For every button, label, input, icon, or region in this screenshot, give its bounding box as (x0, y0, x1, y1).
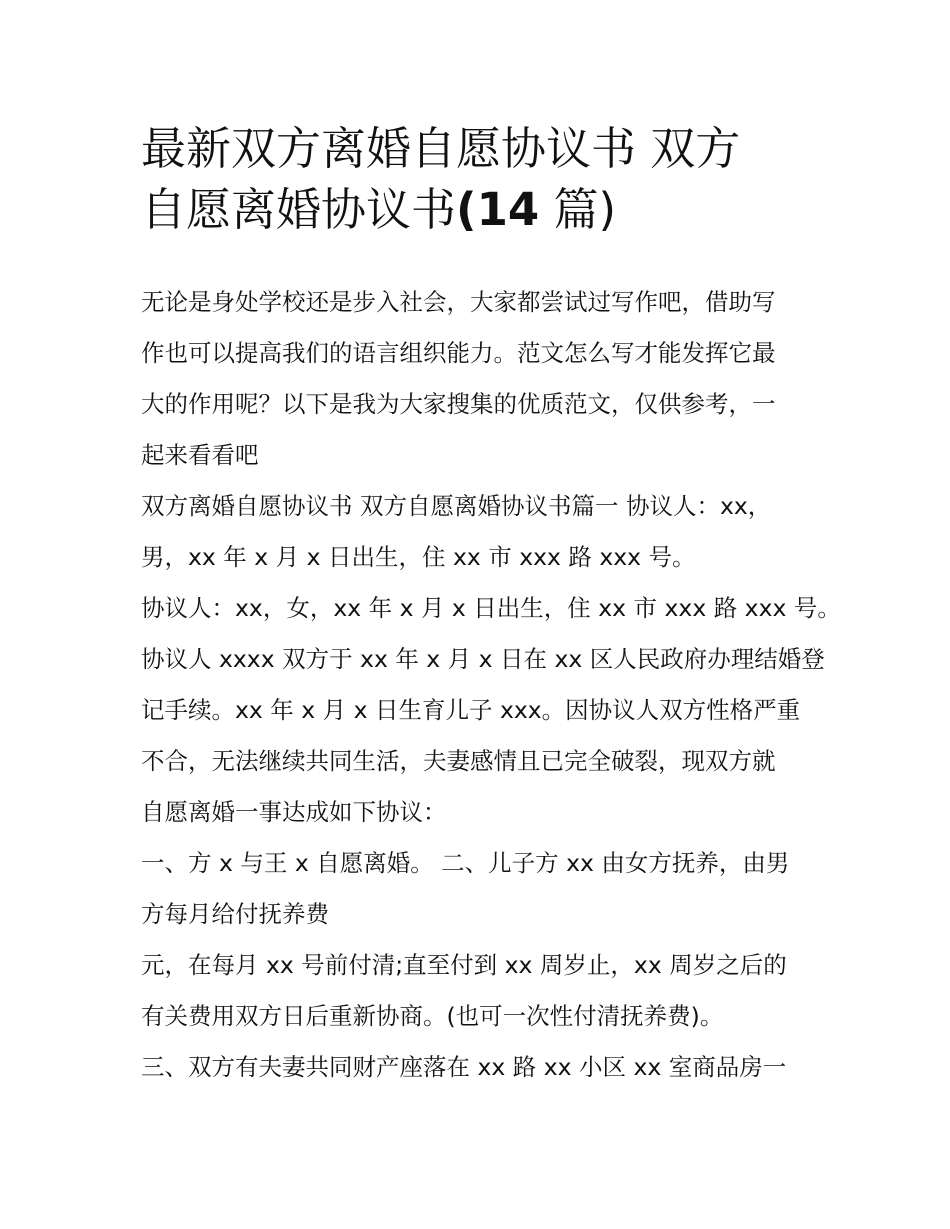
body-line: 作也可以提高我们的语言组织能力。范文怎么写才能发挥它最 (141, 339, 776, 367)
title-line-2-suffix: 篇) (539, 183, 617, 236)
body-line: 方每月给付抚养费 (141, 900, 329, 928)
body-line: 大的作用呢？以下是我为大家搜集的优质范文，仅供参考，一 (141, 390, 776, 418)
title-line-1: 最新双方离婚自愿协议书 双方 (141, 122, 741, 175)
body-line: 有关费用双方日后重新协商。(也可一次性付清抚养费)。 (141, 1002, 724, 1030)
body-line: 协议人：xx，女，xx 年 x 月 x 日出生，住 xx 市 xxx 路 xxx 号。 (141, 594, 841, 622)
title-line-2-prefix: 自愿离婚协议书 (141, 183, 457, 236)
body-line: 无论是身处学校还是步入社会，大家都尝试过写作吧，借助写 (141, 288, 776, 316)
body-line: 一、方 x 与王 x 自愿离婚。 二、儿子方 xx 由女方抚养，由男 (141, 849, 790, 877)
body-line: 不合，无法继续共同生活，夫妻感情且已完全破裂，现双方就 (141, 747, 776, 775)
title-line-2-count: (14 (456, 183, 540, 236)
body-line: 男，xx 年 x 月 x 日出生，住 xx 市 xxx 路 xxx 号。 (141, 543, 696, 571)
body-line: 记手续。xx 年 x 月 x 日生育儿子 xxx。因协议人双方性格严重 (141, 696, 801, 724)
body-line: 协议人 xxxx 双方于 xx 年 x 月 x 日在 xx 区人民政府办理结婚登 (141, 645, 825, 673)
body-line: 元，在每月 xx 号前付清;直至付到 xx 周岁止，xx 周岁之后的 (141, 951, 787, 979)
body-line: 起来看看吧 (141, 441, 259, 469)
body-line: 双方离婚自愿协议书 双方自愿离婚协议书篇一 协议人：xx， (141, 492, 772, 520)
body-line: 自愿离婚一事达成如下协议： (141, 798, 447, 826)
body-line: 三、双方有夫妻共同财产座落在 xx 路 xx 小区 xx 室商品房一 (141, 1053, 787, 1081)
document-body (141, 277, 841, 1093)
document-title (141, 118, 831, 240)
